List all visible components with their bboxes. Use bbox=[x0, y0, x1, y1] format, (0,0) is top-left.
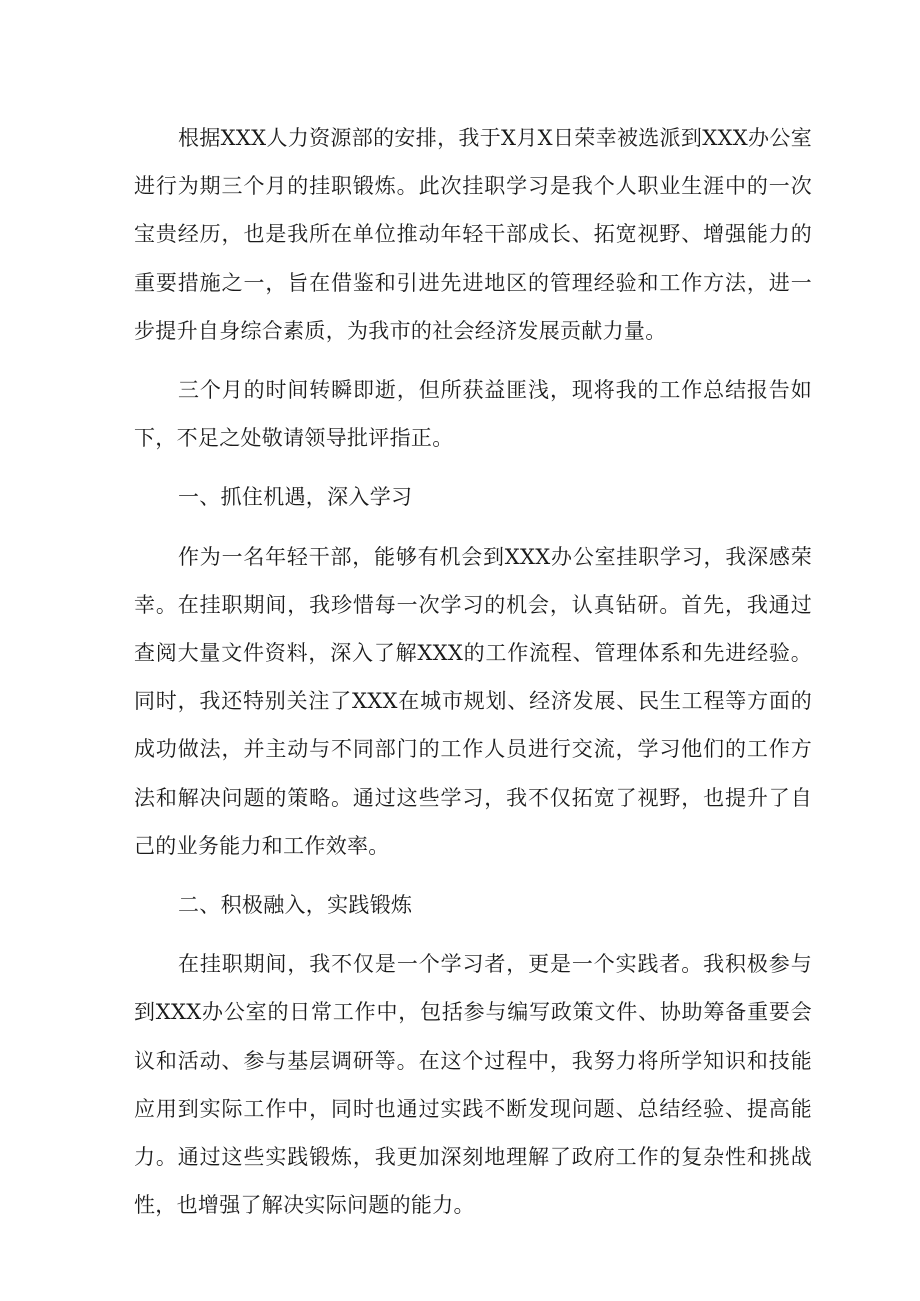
section-heading-1: 一、抓住机遇，深入学习 bbox=[178, 485, 413, 510]
section-2-paragraph: 在挂职期间，我不仅是一个学习者，更是一个实践者。我积极参与到XXX办公室的日常工作中，包括参与编写政策文件、协助筹备重要会议和活动、参与基层调研等。在这个过程中，我努力将所学知识和技能应用到实际工作中，同时也通过实践不断发现问题、总结经验、提高能力。通过这些实践锻炼，我更加深刻地理解了政府工作的复杂性和挑战性，也增强了解决实际问题的能力。 bbox=[134, 952, 812, 1218]
summary-paragraph: 三个月的时间转瞬即逝，但所获益匪浅，现将我的工作总结报告如下，不足之处敬请领导批评指正。 bbox=[134, 378, 812, 451]
section-1-paragraph: 作为一名年轻干部，能够有机会到XXX办公室挂职学习，我深感荣幸。在挂职期间，我珍惜每一次学习的机会，认真钻研。首先，我通过查阅大量文件资料，深入了解XXX的工作流程、管理体系和先进经验。同时，我还特别关注了XXX在城市规划、经济发展、民生工程等方面的成功做法，并主动与不同部门的工作人员进行交流，学习他们的工作方法和解决问题的策略。通过这些学习，我不仅拓宽了视野，也提升了自己的业务能力和工作效率。 bbox=[134, 544, 812, 858]
section-heading-2: 二、积极融入，实践锻炼 bbox=[178, 893, 413, 918]
intro-paragraph: 根据XXX人力资源部的安排，我于X月X日荣幸被选派到XXX办公室进行为期三个月的挂职锻炼。此次挂职学习是我个人职业生涯中的一次宝贵经历，也是我所在单位推动年轻干部成长、拓宽视野、增强能力的重要措施之一，旨在借鉴和引进先进地区的管理经验和工作方法，进一步提升自身综合素质，为我市的社会经济发展贡献力量。 bbox=[134, 126, 812, 343]
